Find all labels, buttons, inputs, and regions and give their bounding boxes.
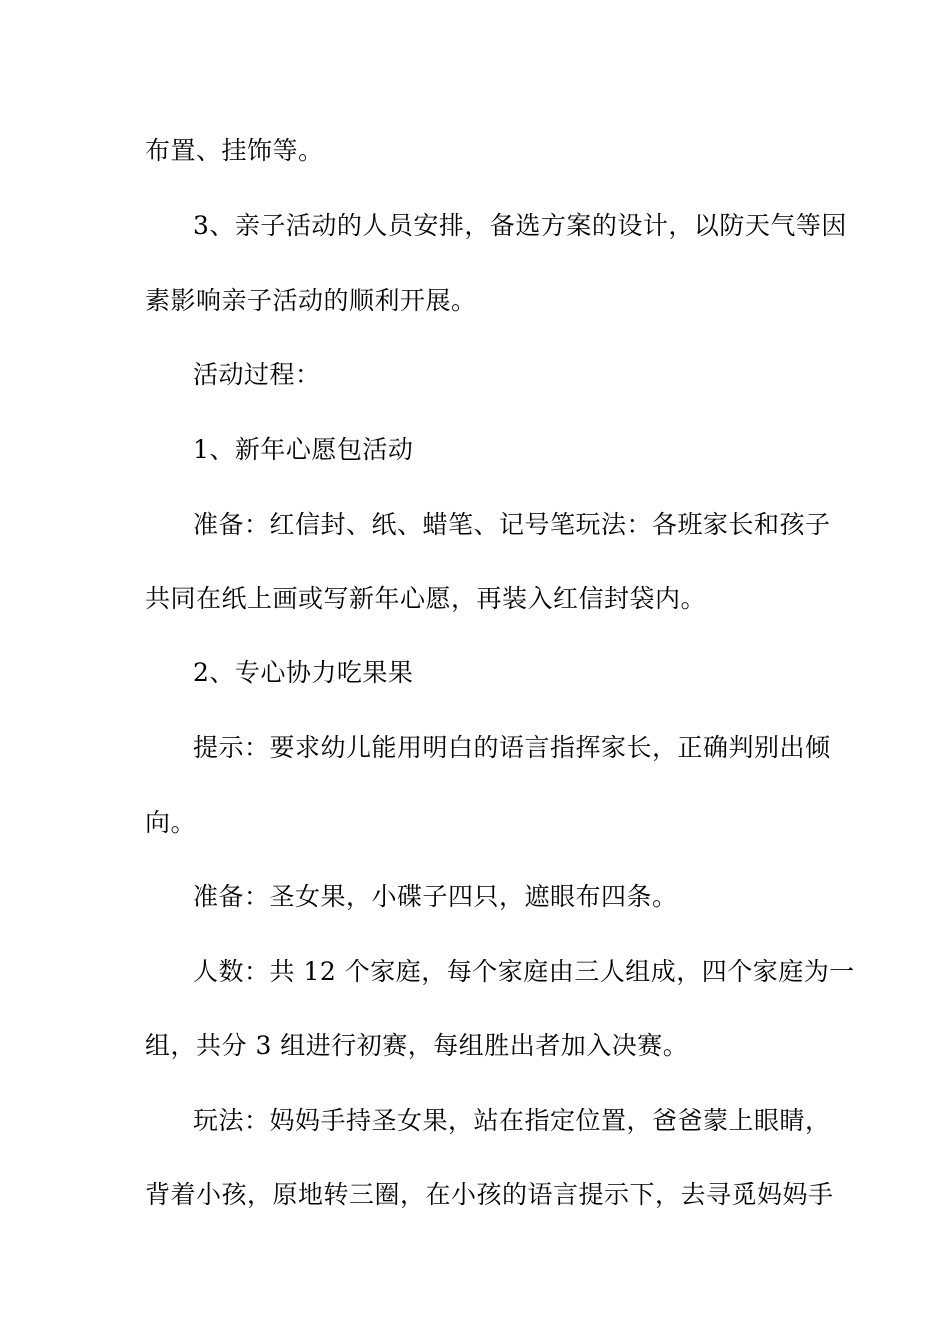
text-line-14: 玩法：妈妈手持圣女果，站在指定位置，爸爸蒙上眼睛，: [193, 1106, 831, 1135]
text-line-5: 1、新年心愿包活动: [193, 435, 414, 464]
text-line-7: 共同在纸上画或写新年心愿，再装入红信封袋内。: [145, 584, 707, 613]
text-line-15: 背着小孩，原地转三圈，在小孩的语言提示下，去寻觅妈妈手: [145, 1180, 834, 1209]
text-line-6: 准备：红信封、纸、蜡笔、记号笔玩法：各班家长和孩子: [193, 510, 831, 539]
text-line-8: 2、专心协力吃果果: [193, 658, 414, 687]
text-line-1: 布置、挂饰等。: [145, 136, 324, 165]
text-line-4: 活动过程：: [193, 360, 321, 389]
text-line-9: 提示：要求幼儿能用明白的语言指挥家长，正确判别出倾: [193, 733, 831, 762]
text-line-12: 人数：共 12 个家庭，每个家庭由三人组成，四个家庭为一: [193, 957, 855, 986]
text-line-13: 组，共分 3 组进行初赛，每组胜出者加入决赛。: [145, 1031, 689, 1060]
text-line-2: 3、亲子活动的人员安排，备选方案的设计，以防天气等因: [193, 211, 847, 240]
text-line-3: 素影响亲子活动的顺利开展。: [145, 286, 477, 315]
text-line-10: 向。: [145, 808, 197, 837]
text-line-11: 准备：圣女果，小碟子四只，遮眼布四条。: [193, 882, 678, 911]
